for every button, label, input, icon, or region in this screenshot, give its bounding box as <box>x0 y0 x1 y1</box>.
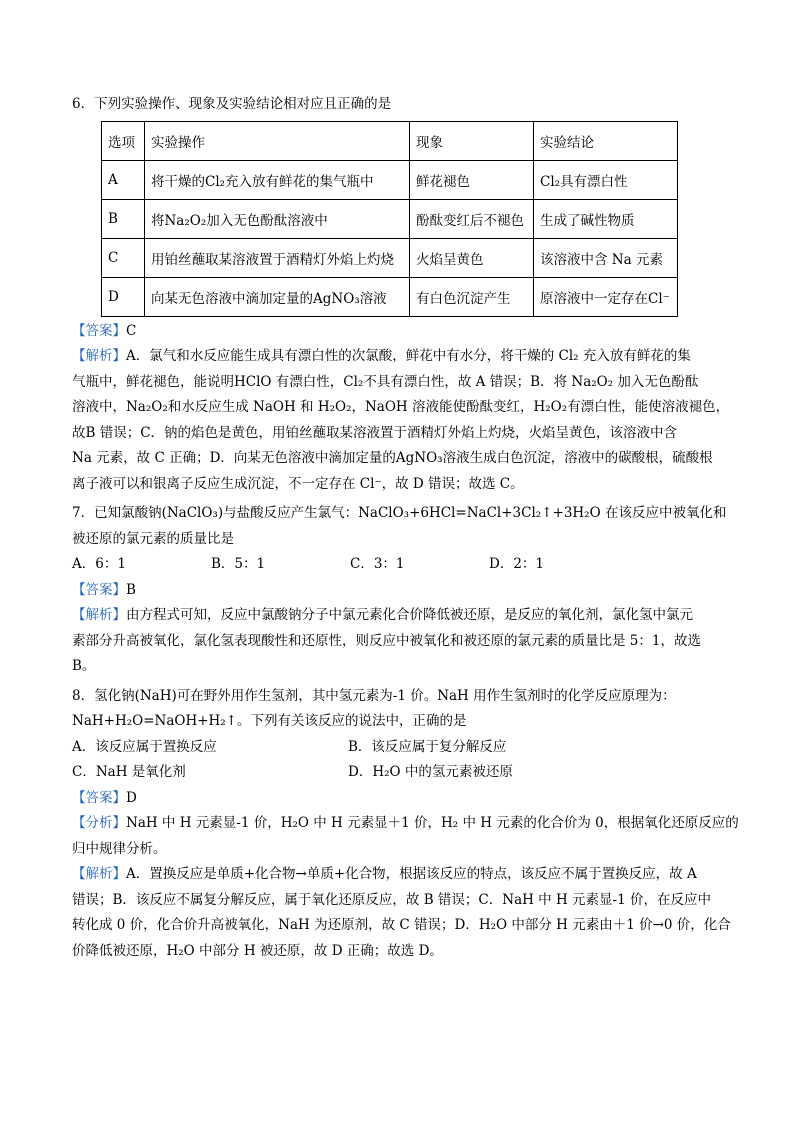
analysis-line: 错误；B．该反应不属复分解反应，属于氧化还原反应，故 B 错误；C．NaH 中 H 元素显-1 价，在反应中 <box>72 891 711 908</box>
q8-analysis <box>72 862 731 964</box>
answer-tag: 【答案】 <box>72 789 126 806</box>
analysis-line: Na 元素，故 C 正确；D．向某无色溶液中滴加定量的AgNO₃溶液生成白色沉淀，溶液中的碳酸根，硫酸根 <box>72 450 713 466</box>
analysis-line: B。 <box>72 658 96 674</box>
fenxi-line: 归中规律分析。 <box>72 840 167 857</box>
analysis-line: 由方程式可知，反应中氯酸钠分子中氯元素化合价降低被还原，是反应的氧化剂，氯化氢中氯元 <box>126 607 693 623</box>
answer-value: B <box>126 581 136 598</box>
document-page <box>72 92 739 964</box>
option-cell: B <box>102 199 145 238</box>
header-cell: 现象 <box>410 121 534 160</box>
analysis-tag: 【解析】 <box>72 607 126 623</box>
q7-options <box>72 552 727 578</box>
q8-stem-line2: NaH+H₂O=NaOH+H₂↑。下列有关该反应的说法中，正确的是 <box>72 713 467 729</box>
option-a: A．该反应属于置换反应 <box>72 738 217 755</box>
option-b: B．5：1 <box>211 556 266 572</box>
operation-cell: 用铂丝蘸取某溶液置于酒精灯外焰上灼烧 <box>145 238 410 277</box>
analysis-line: 素部分升高被氧化，氯化氢表现酸性和还原性，则反应中被氧化和被还原的氯元素的质量比是 5：1，故选 <box>72 632 701 649</box>
phenomenon-cell: 火焰呈黄色 <box>410 238 534 277</box>
analysis-line: A．氯气和水反应能生成具有漂白性的次氯酸，鲜花中有水分，将干燥的 Cl₂ 充入放有鲜花的集 <box>126 348 691 364</box>
phenomenon-cell: 鲜花褪色 <box>410 160 534 199</box>
analysis-tag: 【解析】 <box>72 866 126 882</box>
q7-stem-line1: 7．已知氯酸钠(NaClO₃)与盐酸反应产生氯气：NaClO₃+6HCl=NaCl+3Cl₂↑+3H₂O 在该反应中被氧化和 <box>72 505 727 521</box>
q7-analysis <box>72 603 727 680</box>
operation-cell: 将Na₂O₂加入无色酚酞溶液中 <box>145 199 410 238</box>
analysis-line: A．置换反应是单质+化合物→单质+化合物，根据该反应的特点，该反应不属于置换反应，故 A <box>126 866 697 882</box>
q8-options-row2 <box>72 760 727 786</box>
option-cell: C <box>102 238 145 277</box>
conclusion-cell: Cl₂具有漂白性 <box>534 160 678 199</box>
option-cell: A <box>102 160 145 199</box>
conclusion-cell: 原溶液中一定存在Cl⁻ <box>534 277 678 316</box>
option-c: C．NaH 是氧化剂 <box>72 764 186 780</box>
table-row <box>102 238 678 277</box>
analysis-line: 溶液中，Na₂O₂和水反应生成 NaOH 和 H₂O₂，NaOH 溶液能使酚酞变红，H₂O₂有漂白性，能使溶液褪色， <box>72 399 730 415</box>
q6-analysis <box>72 344 730 497</box>
option-d: D．H₂O 中的氢元素被还原 <box>348 764 513 780</box>
q8-fenxi <box>72 811 739 862</box>
header-cell: 实验结论 <box>534 121 678 160</box>
q8-options-row1 <box>72 735 727 761</box>
option-c: C．3：1 <box>350 556 405 572</box>
option-b: B．该反应属于复分解反应 <box>348 738 507 755</box>
q7-stem-line2: 被还原的氯元素的质量比是 <box>72 530 234 547</box>
analysis-line: 故B 错误；C．钠的焰色是黄色，用铂丝蘸取某溶液置于酒精灯外焰上灼烧，火焰呈黄色，该溶液中含 <box>72 424 678 441</box>
q7-answer <box>72 578 727 604</box>
answer-value: D <box>126 789 137 806</box>
analysis-line: 价降低被还原，H₂O 中部分 H 被还原，故 D 正确；故选 D。 <box>72 942 443 959</box>
conclusion-cell: 生成了碱性物质 <box>534 199 678 238</box>
q6-table <box>101 121 678 317</box>
option-a: A．6：1 <box>72 556 126 572</box>
answer-value: C <box>126 322 137 339</box>
option-cell: D <box>102 277 145 316</box>
q8-stem-line1: 8．氢化钠(NaH)可在野外用作生氢剂，其中氢元素为-1 价。NaH 用作生氢剂时的化学反应原理为： <box>72 687 676 704</box>
q6-answer <box>72 319 727 345</box>
answer-tag: 【答案】 <box>72 581 126 598</box>
q8-answer <box>72 786 727 812</box>
header-cell: 实验操作 <box>145 121 410 160</box>
analysis-tag: 【解析】 <box>72 348 126 364</box>
fenxi-tag: 【分析】 <box>72 815 126 831</box>
conclusion-cell: 该溶液中含 Na 元素 <box>534 238 678 277</box>
operation-cell: 将干燥的Cl₂充入放有鲜花的集气瓶中 <box>145 160 410 199</box>
option-d: D．2：1 <box>489 556 545 572</box>
q6-stem: 6．下列实验操作、现象及实验结论相对应且正确的是 <box>72 96 392 112</box>
phenomenon-cell: 酚酞变红后不褪色 <box>410 199 534 238</box>
answer-tag: 【答案】 <box>72 322 126 339</box>
table-row <box>102 160 678 199</box>
table-header-row <box>102 121 678 160</box>
analysis-line: 气瓶中，鲜花褪色，能说明HClO 有漂白性，Cl₂不具有漂白性，故 A 错误；B．将 Na₂O₂ 加入无色酚酞 <box>72 373 699 390</box>
analysis-line: 离子液可以和银离子反应生成沉淀，不一定存在 Cl⁻，故 D 错误；故选 C。 <box>72 475 524 492</box>
operation-cell: 向某无色溶液中滴加定量的AgNO₃溶液 <box>145 277 410 316</box>
phenomenon-cell: 有白色沉淀产生 <box>410 277 534 316</box>
table-row <box>102 277 678 316</box>
analysis-line: 转化成 0 价，化合价升高被氧化，NaH 为还原剂，故 C 错误；D．H₂O 中部分 H 元素由＋1 价→0 价，化合 <box>72 917 731 933</box>
fenxi-line: NaH 中 H 元素显-1 价，H₂O 中 H 元素显＋1 价，H₂ 中 H 元素的化合价为 0，根据氧化还原反应的 <box>126 815 739 831</box>
header-cell: 选项 <box>102 121 145 160</box>
table-row <box>102 199 678 238</box>
